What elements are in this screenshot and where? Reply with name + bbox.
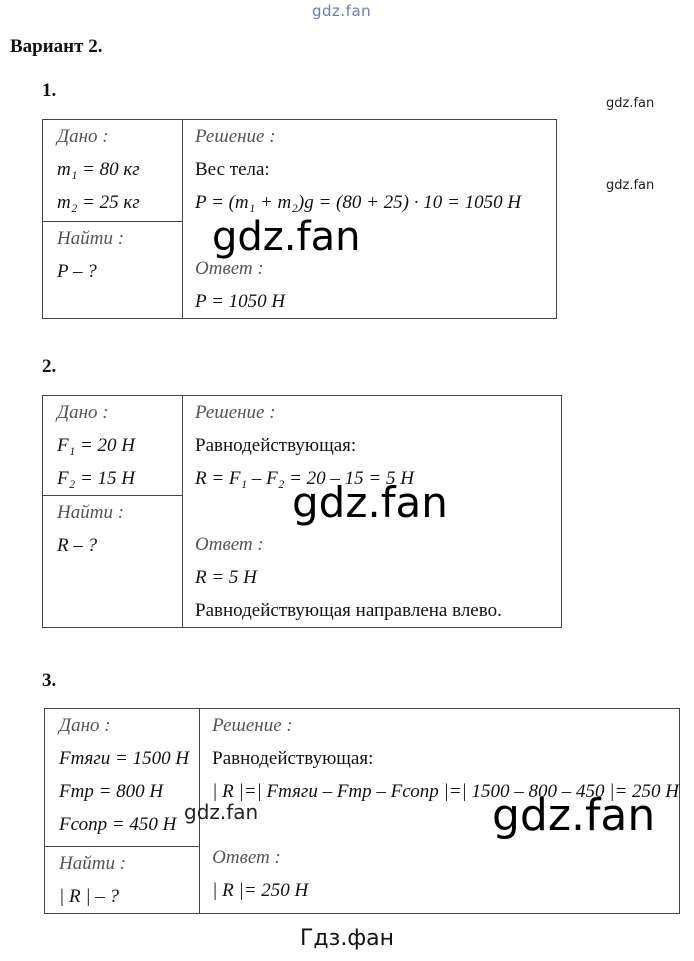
solution-label: Решение : [212, 715, 293, 736]
watermark-small: gdz.fan [606, 96, 655, 111]
given-item: F₁ = 20 Н [57, 435, 136, 456]
watermark-large: gdz.fan [212, 214, 361, 260]
answer-note: Равнодействующая направлена влево. [195, 600, 502, 621]
solution-formula: R = F₁ – F₂ = 20 – 15 = 5 Н [195, 468, 414, 489]
watermark-small: gdz.fan [184, 800, 259, 824]
variant-title: Вариант 2. [10, 36, 103, 57]
answer-line: R = 5 Н [195, 567, 257, 588]
answer-label: Ответ : [212, 847, 281, 868]
find-value: | R | – ? [59, 886, 120, 907]
given-label: Дано : [59, 715, 111, 736]
watermark-small: gdz.fan [606, 178, 655, 193]
find-label: Найти : [57, 502, 125, 524]
answer-line: P = 1050 Н [195, 291, 286, 312]
watermark-large: gdz.fan [292, 478, 448, 527]
answer-line: | R |= 250 Н [212, 880, 309, 901]
problem-2-number: 2. [42, 356, 57, 377]
find-cell [43, 221, 183, 318]
given-item: Fтр = 800 Н [59, 781, 164, 802]
solution-line: Вес тела: [195, 159, 270, 180]
given-label: Дано : [57, 126, 109, 147]
given-cell [43, 120, 183, 222]
solution-line: Равнодействующая: [212, 748, 374, 769]
find-value: R – ? [57, 535, 98, 557]
solution-label: Решение : [195, 126, 276, 147]
given-item: Fсопр = 450 Н [59, 814, 177, 835]
answer-label: Ответ : [195, 534, 264, 555]
find-value: P – ? [57, 260, 97, 282]
answer-label: Ответ : [195, 258, 264, 279]
solution-line: Равнодействующая: [195, 435, 357, 456]
given-item: m₂ = 25 кг [57, 192, 140, 213]
find-cell [43, 496, 183, 628]
given-cell [43, 396, 183, 496]
given-item: F₂ = 15 Н [57, 468, 136, 489]
problem-1-number: 1. [42, 80, 57, 101]
solution-label: Решение : [195, 402, 276, 423]
find-label: Найти : [57, 227, 125, 249]
given-item: Fтяги = 1500 Н [59, 748, 190, 769]
watermark-top: gdz.fan [312, 2, 372, 20]
watermark-large: gdz.fan [492, 790, 656, 841]
solution-formula: P = (m₁ + m₂)g = (80 + 25) · 10 = 1050 Н [195, 192, 522, 213]
footer-caption: Гдз.фан [300, 926, 394, 951]
find-label: Найти : [59, 853, 127, 874]
given-item: m₁ = 80 кг [57, 159, 140, 180]
solution-formula: | R |=| Fтяги – Fтр – Fсопр |=| 1500 – 800 – 450 |= 250 Н [212, 781, 679, 802]
given-label: Дано : [57, 402, 109, 423]
given-cell [45, 709, 200, 847]
problem-3-number: 3. [42, 670, 57, 691]
find-cell [45, 847, 200, 914]
